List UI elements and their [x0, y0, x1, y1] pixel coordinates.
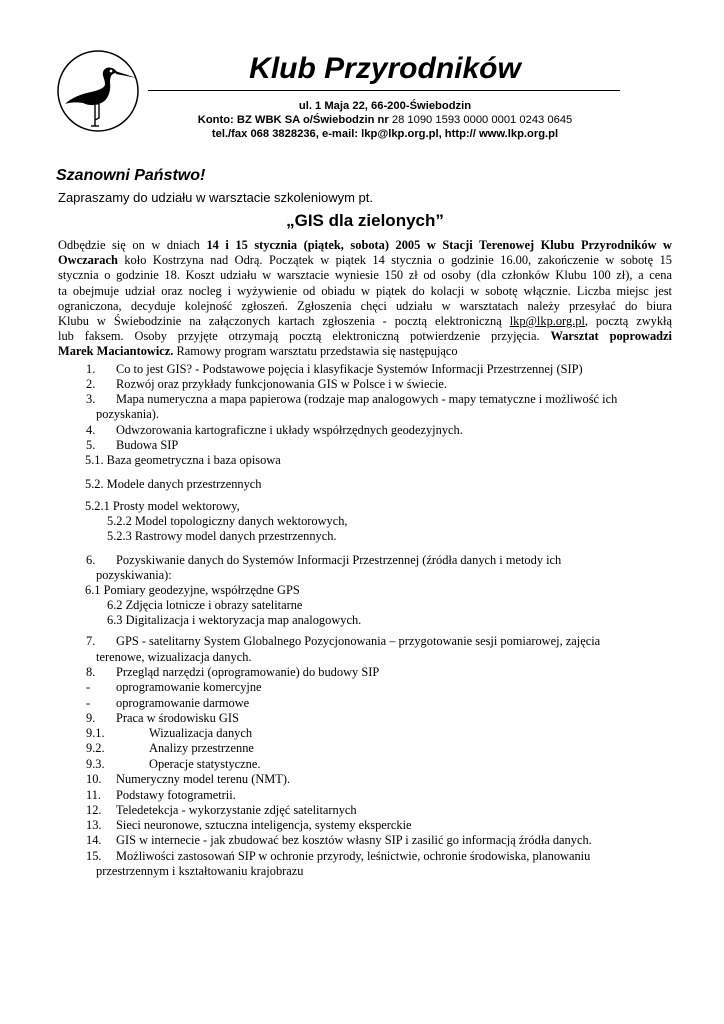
program-item-text: Rozwój oraz przykłady funkcjonowania GIS w Polsce i w świecie. — [116, 377, 448, 391]
account-number: 28 1090 1593 0000 0001 0243 0645 — [388, 114, 573, 126]
program-item-text: GPS - satelitarny System Globalnego Pozycjonowania – przygotowanie sesji pomiarowej, zajęcia — [116, 634, 601, 648]
program-item — [58, 392, 672, 408]
program-item-number: 12. — [86, 803, 102, 817]
program-item — [58, 650, 672, 666]
program-item-text: 6.3 Digitalizacja i wektoryzacja map analogowych. — [107, 613, 362, 627]
program-item-text: oprogramowanie darmowe — [116, 696, 250, 710]
program-item-text: Numeryczny model terenu (NMT). — [116, 772, 291, 786]
club-address: ul. 1 Maja 22, 66-200-Świebodzin — [298, 100, 472, 112]
program-item — [58, 477, 672, 493]
program-item-number: 1. — [86, 362, 96, 376]
paragraph-line: ta obejmuje udział oraz nocleg i wyżywienie od obiadu w piątek do kolacji w sobotę włącznie. Liczba miejsc jest — [58, 283, 672, 298]
program-item-number: 9.1. — [86, 726, 105, 740]
program-item — [58, 583, 672, 599]
account-label: Konto: BZ WBK SA o/Świebodzin nr — [197, 114, 389, 126]
program-item — [58, 568, 672, 584]
program-item-number: 5. — [86, 438, 96, 452]
program-item — [58, 849, 672, 865]
program-item — [58, 514, 672, 530]
program-item-number: 10. — [86, 772, 102, 786]
event-description — [58, 238, 672, 360]
program-item-number: 2. — [86, 377, 96, 391]
program-item — [58, 772, 672, 788]
program-item — [58, 741, 672, 757]
program-item-text: Podstawy fotogrametrii. — [116, 788, 236, 802]
program-item — [58, 634, 672, 650]
program-item — [58, 665, 672, 681]
program-item-number: 6. — [86, 553, 96, 567]
program-item-text: Mapa numeryczna a mapa papierowa (rodzaje map analogowych - mapy tematyczne i możliwość ich — [116, 392, 618, 406]
program-item — [58, 529, 672, 545]
program-item — [58, 680, 672, 696]
program-item-text: Przegląd narzędzi (oprogramowanie) do budowy SIP — [116, 665, 380, 679]
program-item-number: 13. — [86, 818, 102, 832]
email-link[interactable]: lkp@lkp.org.pl — [509, 314, 585, 329]
program-item-number: 9.3. — [86, 757, 105, 771]
bank-account — [150, 113, 620, 127]
program-item-text: Pozyskiwanie danych do Systemów Informacji Przestrzennej (źródła danych i metody ich — [116, 553, 562, 567]
program-item — [58, 696, 672, 712]
program-item — [58, 423, 672, 439]
program-item-number: - — [86, 680, 91, 694]
program-item — [58, 407, 672, 423]
program-item — [58, 438, 672, 454]
paragraph-line: Owczarach koło Kostrzyna nad Odrą. Początek w piątek 14 stycznia o godzinie 16.00, zakończenie w sobotę 15 — [58, 253, 672, 268]
program-item-number: 4. — [86, 423, 96, 437]
program-item-text: GIS w internecie - jak zbudować bez kosztów własny SIP i zasilić go informacją źródła danych. — [116, 833, 592, 847]
program-item — [58, 377, 672, 393]
program-item-text: 6.2 Zdjęcia lotnicze i obrazy satelitarne — [107, 598, 303, 612]
program-item-number: 8. — [86, 665, 96, 679]
program-item-text: terenowe, wizualizacja danych. — [96, 650, 252, 664]
paragraph-line: ograniczona, decyduje kolejność zgłoszeń. Zgłoszenia chęci udziału w warsztatach należy przesyłać do biura — [58, 298, 672, 313]
stork-logo-icon — [55, 48, 141, 138]
program-item — [58, 711, 672, 727]
header-divider — [148, 90, 620, 91]
program-item — [58, 833, 672, 849]
program-item-number: 14. — [86, 833, 102, 847]
event-title: „GIS dla zielonych” — [286, 211, 444, 230]
program-item-number: 9.2. — [86, 741, 105, 755]
program-item-text: 5.2. Modele danych przestrzennych — [85, 477, 262, 491]
club-name: Klub Przyrodników — [249, 52, 521, 85]
program-item — [58, 453, 672, 469]
program-item — [58, 598, 672, 614]
paragraph-line: Klubu w Świebodzinie na załączonych kartach zgłoszenia - pocztą elektroniczną lkp@lkp.org.pl, pocztą zwykłą — [58, 314, 672, 329]
program-item-text: Budowa SIP — [116, 438, 179, 452]
program-item-number: 7. — [86, 634, 96, 648]
program-item — [58, 553, 672, 569]
program-item — [58, 864, 672, 880]
program-item-text: Analizy przestrzenne — [149, 741, 254, 755]
program-item-text: 6.1 Pomiary geodezyjne, współrzędne GPS — [85, 583, 300, 597]
program-item-number: 9. — [86, 711, 96, 725]
paragraph-line: Odbędzie się on w dniach 14 i 15 stycznia (piątek, sobota) 2005 w Stacji Terenowej Klubu Przyrodników w — [58, 238, 672, 252]
program-item-number: - — [86, 696, 91, 710]
program-item-text: Sieci neuronowe, sztuczna inteligencja, systemy eksperckie — [116, 818, 412, 832]
program-item-text: Wizualizacja danych — [149, 726, 253, 740]
program-item-number: 11. — [86, 788, 102, 802]
contact-info: tel./fax 068 3828236, e-mail: lkp@lkp.org.pl, http:// www.lkp.org.pl — [211, 128, 559, 140]
paragraph-line: Marek Maciantowicz. Ramowy program warsztatu przedstawia się następująco — [58, 344, 458, 359]
program-item-text: 5.2.2 Model topologiczny danych wektorowych, — [107, 514, 348, 528]
invitation-text: Zapraszamy do udziału w warsztacie szkoleniowym pt. — [58, 190, 374, 205]
program-item-text: przestrzennym i kształtowaniu krajobrazu — [96, 864, 304, 878]
program-item — [58, 803, 672, 819]
program-item-number: 15. — [86, 849, 102, 863]
paragraph-line: lub faksem. Osoby przyjęte otrzymają pocztą elektroniczną potwierdzenie przyjęcia. Warsztat poprowadzi — [58, 329, 672, 344]
program-item — [58, 788, 672, 804]
club-logo — [55, 48, 141, 138]
program-item-text: pozyskiwania): — [96, 568, 172, 582]
program-item-text: oprogramowanie komercyjne — [116, 680, 262, 694]
program-item — [58, 726, 672, 742]
program-item-text: Co to jest GIS? - Podstawowe pojęcia i klasyfikacje Systemów Informacji Przestrzennej (SIP) — [116, 362, 583, 376]
program-item-text: Operacje statystyczne. — [149, 757, 261, 771]
program-item — [58, 757, 672, 773]
program-item — [58, 613, 672, 629]
program-item — [58, 499, 672, 515]
program-item-text: Teledetekcja - wykorzystanie zdjęć satelitarnych — [116, 803, 357, 817]
greeting: Szanowni Państwo! — [56, 167, 206, 184]
program-item-text: 5.2.1 Prosty model wektorowy, — [85, 499, 240, 513]
program-item-text: 5.1. Baza geometryczna i baza opisowa — [85, 453, 281, 467]
program-item — [58, 362, 672, 378]
paragraph-line: stycznia o godzinie 18. Koszt udziału w warsztacie wyniesie 150 zł od osoby (dla członków Klubu 100 zł), a cena — [58, 268, 672, 283]
program-item-text: Praca w środowisku GIS — [116, 711, 239, 725]
program-item-text: Odwzorowania kartograficzne i układy współrzędnych geodezyjnych. — [116, 423, 463, 437]
program-item-number: 3. — [86, 392, 96, 406]
program-item-text: pozyskania). — [96, 407, 159, 421]
program-item — [58, 818, 672, 834]
program-item-text: 5.2.3 Rastrowy model danych przestrzennych. — [107, 529, 337, 543]
program-item-text: Możliwości zastosowań SIP w ochronie przyrody, leśnictwie, ochronie środowiska, planowaniu — [116, 849, 591, 863]
